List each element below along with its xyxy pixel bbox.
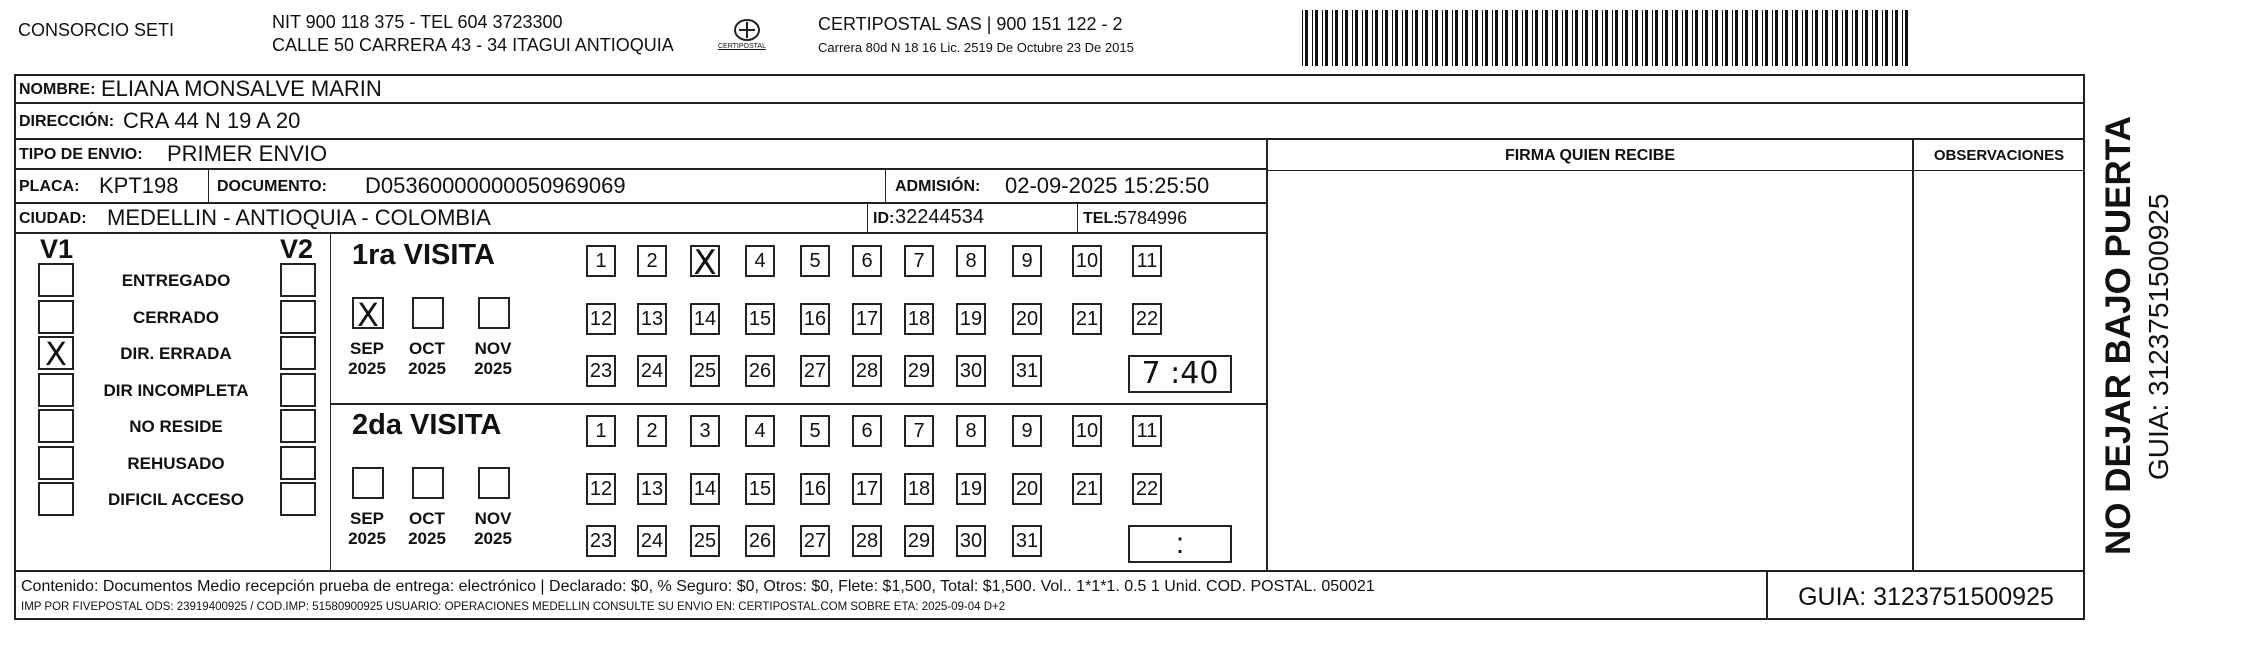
barcode-bar xyxy=(1895,10,1898,66)
barcode-bar xyxy=(1685,10,1688,66)
day-box[interactable]: 6 xyxy=(852,245,882,277)
tel-value: 5784996 xyxy=(1117,208,1188,228)
v1-checkbox[interactable] xyxy=(38,482,74,516)
barcode-bar xyxy=(1712,10,1713,66)
day-box[interactable]: 23 xyxy=(586,525,616,557)
month-checkbox[interactable] xyxy=(478,467,510,499)
barcode-bar xyxy=(1462,10,1463,66)
company-name: CONSORCIO SETI xyxy=(18,20,175,40)
barcode-bar xyxy=(1552,10,1553,66)
barcode-bar xyxy=(1862,10,1863,66)
day-box[interactable]: 25 xyxy=(690,355,720,387)
barcode-bar xyxy=(1542,10,1543,66)
id-value: 32244534 xyxy=(895,206,984,228)
time-box[interactable]: : xyxy=(1128,525,1232,563)
barcode-bar xyxy=(1405,10,1408,66)
x-mark-icon: X xyxy=(357,296,379,334)
v2-checkbox[interactable] xyxy=(280,300,316,334)
barcode-bar xyxy=(1732,10,1733,66)
month-year: 2025 xyxy=(348,529,386,548)
logo-icon xyxy=(712,14,782,58)
nombre-row: NOMBRE: ELIANA MONSALVE MARIN xyxy=(14,74,2085,103)
barcode-bar xyxy=(1742,10,1743,66)
barcode-bar xyxy=(1772,10,1773,66)
v2-checkbox[interactable] xyxy=(280,409,316,443)
month-checkbox[interactable] xyxy=(352,296,384,334)
v1-checkbox[interactable] xyxy=(38,446,74,480)
day-box[interactable]: 8 xyxy=(956,415,986,447)
barcode-bar xyxy=(1322,10,1323,66)
barcode-bar xyxy=(1905,10,1908,66)
month-year: 2025 xyxy=(348,359,386,378)
barcode-bar xyxy=(1495,10,1498,66)
firma-section xyxy=(1267,139,1913,571)
barcode-bar xyxy=(1755,10,1758,66)
status-label: NO RESIDE xyxy=(129,417,223,436)
barcode-bar xyxy=(1652,10,1653,66)
day-box[interactable]: 8 xyxy=(956,245,986,277)
barcode-bar xyxy=(1562,10,1563,66)
barcode-bar xyxy=(1492,10,1493,66)
month-checkbox[interactable] xyxy=(478,297,510,329)
barcode-bar xyxy=(1502,10,1503,66)
day-box[interactable]: 11 xyxy=(1132,245,1162,277)
day-box[interactable]: 30 xyxy=(956,525,986,557)
barcode-bar xyxy=(1485,10,1488,66)
barcode-bar xyxy=(1585,10,1588,66)
barcode-bar xyxy=(1592,10,1593,66)
day-box[interactable]: 10 xyxy=(1072,245,1102,277)
barcode-bar xyxy=(1555,10,1558,66)
day-box[interactable]: 27 xyxy=(800,525,830,557)
barcode-bar xyxy=(1852,10,1853,66)
barcode-bar xyxy=(1482,10,1483,66)
guia-footer: GUIA: 3123751500925 xyxy=(1798,583,2054,611)
x-mark-icon: X xyxy=(45,335,67,373)
month-label: OCT xyxy=(409,339,445,358)
barcode-bar xyxy=(1432,10,1433,66)
day-box[interactable]: 22 xyxy=(1132,303,1162,335)
barcode-bar xyxy=(1515,10,1518,66)
barcode-bar xyxy=(1425,10,1428,66)
barcode-bar xyxy=(1435,10,1438,66)
barcode-bar xyxy=(1522,10,1523,66)
barcode-bar xyxy=(1792,10,1793,66)
day-box[interactable]: 9 xyxy=(1012,245,1042,277)
barcode-bar xyxy=(1475,10,1478,66)
day-box[interactable]: 31 xyxy=(1012,355,1042,387)
day-box[interactable]: 3 xyxy=(690,415,720,447)
barcode-bar xyxy=(1315,10,1318,66)
barcode-bar xyxy=(1372,10,1373,66)
barcode-bar xyxy=(1822,10,1823,66)
day-box[interactable]: 12 xyxy=(586,303,616,335)
barcode-bar xyxy=(1535,10,1538,66)
barcode-bar xyxy=(1865,10,1868,66)
day-box[interactable]: 28 xyxy=(852,355,882,387)
tipo-value: PRIMER ENVIO xyxy=(167,141,328,166)
day-box[interactable]: 27 xyxy=(800,355,830,387)
barcode-bar xyxy=(1305,10,1308,66)
v2-checkbox[interactable] xyxy=(280,336,316,370)
footer-info xyxy=(14,571,1767,620)
barcode-bar xyxy=(1715,10,1718,66)
day-box[interactable]: 16 xyxy=(800,473,830,505)
month-label: OCT xyxy=(409,509,445,528)
v2-checkbox[interactable] xyxy=(280,446,316,480)
day-box[interactable]: 10 xyxy=(1072,415,1102,447)
nombre-value: ELIANA MONSALVE MARIN xyxy=(101,76,382,101)
barcode-bar xyxy=(1512,10,1513,66)
status-label: CERRADO xyxy=(133,308,219,327)
barcode-bar xyxy=(1775,10,1778,66)
barcode-bar xyxy=(1335,10,1338,66)
barcode-bar xyxy=(1632,10,1633,66)
barcode-bar xyxy=(1422,10,1423,66)
barcode-bar xyxy=(1385,10,1388,66)
footer-guia xyxy=(1767,571,2085,620)
barcode-bar xyxy=(1472,10,1473,66)
barcode-bar xyxy=(1442,10,1443,66)
barcode-bar xyxy=(1365,10,1368,66)
barcode-bar xyxy=(1412,10,1413,66)
day-box[interactable]: 9 xyxy=(1012,415,1042,447)
barcode-bar xyxy=(1795,10,1798,66)
day-box[interactable]: 11 xyxy=(1132,415,1162,447)
barcode-bar xyxy=(1395,10,1398,66)
barcode-bar xyxy=(1805,10,1808,66)
barcode-bar xyxy=(1702,10,1703,66)
day-box[interactable]: 26 xyxy=(745,355,775,387)
barcode-bar xyxy=(1842,10,1843,66)
barcode-bar xyxy=(1845,10,1848,66)
status-label: ENTREGADO xyxy=(121,271,231,290)
barcode-bar xyxy=(1392,10,1393,66)
month-checkbox[interactable] xyxy=(412,297,444,329)
day-box[interactable]: 29 xyxy=(904,525,934,557)
barcode-bar xyxy=(1342,10,1343,66)
barcode-bar xyxy=(1835,10,1838,66)
month-label: SEP xyxy=(349,509,385,528)
day-box[interactable]: 15 xyxy=(745,473,775,505)
day-box[interactable]: 19 xyxy=(956,303,986,335)
v2-checkbox[interactable] xyxy=(280,482,316,516)
barcode-bar xyxy=(1695,10,1698,66)
barcode-bar xyxy=(1642,10,1643,66)
status-label: REHUSADO xyxy=(127,454,225,473)
month-year: 2025 xyxy=(408,529,446,548)
observaciones-header: OBSERVACIONES xyxy=(1933,147,2065,164)
day-box[interactable]: 29 xyxy=(904,355,934,387)
barcode-bar xyxy=(1532,10,1533,66)
barcode-bar xyxy=(1615,10,1618,66)
day-box[interactable]: 17 xyxy=(852,473,882,505)
barcode-bar xyxy=(1722,10,1723,66)
day-box[interactable]: 20 xyxy=(1012,303,1042,335)
barcode-bar xyxy=(1815,10,1818,66)
month-checkbox[interactable] xyxy=(412,467,444,499)
barcode-bar xyxy=(1312,10,1313,66)
day-box[interactable]: 25 xyxy=(690,525,720,557)
barcode-bar xyxy=(1582,10,1583,66)
month-label: SEP xyxy=(349,339,385,358)
day-box[interactable]: 12 xyxy=(586,473,616,505)
v1-checkbox[interactable] xyxy=(38,373,74,407)
nit-line: NIT 900 118 375 - TEL 604 3723300 xyxy=(272,12,563,32)
barcode-bar xyxy=(1765,10,1768,66)
barcode-bar xyxy=(1572,10,1573,66)
barcode-bar xyxy=(1612,10,1613,66)
barcode-bar xyxy=(1662,10,1663,66)
day-box[interactable]: 4 xyxy=(745,245,775,277)
day-box[interactable]: 15 xyxy=(745,303,775,335)
day-box[interactable]: 26 xyxy=(745,525,775,557)
day-box[interactable]: 16 xyxy=(800,303,830,335)
day-box[interactable]: 28 xyxy=(852,525,882,557)
barcode-bar xyxy=(1692,10,1693,66)
admision-value: 02-09-2025 15:25:50 xyxy=(1005,173,1210,198)
barcode-bar xyxy=(1622,10,1623,66)
side-guia: GUIA: 3123751500925 xyxy=(2143,193,2174,480)
day-box[interactable]: 31 xyxy=(1012,525,1042,557)
barcode xyxy=(1300,10,1918,66)
day-box[interactable]: 14 xyxy=(690,303,720,335)
barcode-bar xyxy=(1605,10,1608,66)
month-checkbox[interactable] xyxy=(352,467,384,499)
barcode-bar xyxy=(1812,10,1813,66)
day-box[interactable]: 22 xyxy=(1132,473,1162,505)
courier-line: CERTIPOSTAL SAS | 900 151 122 - 2 xyxy=(818,14,1123,34)
barcode-graphic xyxy=(1300,10,1918,66)
barcode-bar xyxy=(1902,10,1903,66)
day-box[interactable]: 4 xyxy=(745,415,775,447)
day-box[interactable]: 19 xyxy=(956,473,986,505)
v2-label: V2 xyxy=(280,234,314,264)
barcode-bar xyxy=(1465,10,1468,66)
v2-checkbox[interactable] xyxy=(280,373,316,407)
day-box[interactable]: 13 xyxy=(637,473,667,505)
x-mark-icon: X xyxy=(693,243,717,283)
day-box[interactable] xyxy=(690,243,720,283)
tipo-row: TIPO DE ENVIO: PRIMER ENVIO xyxy=(14,139,1267,169)
barcode-bar xyxy=(1545,10,1548,66)
day-box[interactable]: 21 xyxy=(1072,303,1102,335)
placa-value: KPT198 xyxy=(99,173,179,198)
observaciones-section xyxy=(1913,139,2085,571)
day-box[interactable]: 6 xyxy=(852,415,882,447)
barcode-bar xyxy=(1302,10,1303,66)
day-box[interactable]: 7 xyxy=(904,415,934,447)
barcode-bar xyxy=(1892,10,1893,66)
barcode-bar xyxy=(1655,10,1658,66)
day-box[interactable]: 30 xyxy=(956,355,986,387)
barcode-bar xyxy=(1855,10,1858,66)
day-box[interactable]: 5 xyxy=(800,245,830,277)
v1-checkbox[interactable] xyxy=(38,409,74,443)
barcode-bar xyxy=(1825,10,1828,66)
day-box[interactable]: 13 xyxy=(637,303,667,335)
status-label: DIFICIL ACCESO xyxy=(107,490,244,509)
day-box[interactable]: 20 xyxy=(1012,473,1042,505)
v1-checkbox[interactable] xyxy=(38,263,74,297)
barcode-bar xyxy=(1885,10,1888,66)
barcode-bar xyxy=(1352,10,1353,66)
barcode-bar xyxy=(1332,10,1333,66)
barcode-bar xyxy=(1355,10,1358,66)
barcode-bar xyxy=(1785,10,1788,66)
visit-title: 1ra VISITA xyxy=(352,239,495,271)
barcode-bar xyxy=(1455,10,1458,66)
barcode-bar xyxy=(1575,10,1578,66)
barcode-bar xyxy=(1565,10,1568,66)
barcode-bar xyxy=(1325,10,1328,66)
barcode-bar xyxy=(1505,10,1508,66)
barcode-bar xyxy=(1752,10,1753,66)
barcode-bar xyxy=(1832,10,1833,66)
placa-row: PLACA: KPT198 DOCUMENTO: D05360000000050969069 ADMISIÓN: 02-09-2025 15:25:50 xyxy=(14,169,1267,203)
status-label: DIR. ERRADA xyxy=(120,344,232,363)
firma-header: FIRMA QUIEN RECIBE xyxy=(1504,147,1676,164)
day-box[interactable]: 24 xyxy=(637,525,667,557)
month-year: 2025 xyxy=(474,359,512,378)
barcode-bar xyxy=(1375,10,1378,66)
barcode-bar xyxy=(1882,10,1883,66)
day-box[interactable]: 24 xyxy=(637,355,667,387)
barcode-bar xyxy=(1595,10,1598,66)
barcode-bar xyxy=(1745,10,1748,66)
day-box[interactable]: 2 xyxy=(637,245,667,277)
documento-value: D05360000000050969069 xyxy=(365,173,626,198)
barcode-bar xyxy=(1345,10,1348,66)
day-box[interactable]: 14 xyxy=(690,473,720,505)
month-label: NOV xyxy=(474,339,512,358)
direccion-row: DIRECCIÓN: CRA 44 N 19 A 20 xyxy=(14,103,2085,139)
status-label: DIR INCOMPLETA xyxy=(103,381,249,400)
barcode-bar xyxy=(1872,10,1873,66)
visit-title: 2da VISITA xyxy=(352,409,502,441)
day-box[interactable]: 18 xyxy=(904,303,934,335)
address-line: CALLE 50 CARRERA 43 - 34 ITAGUI ANTIOQUIA xyxy=(272,35,674,55)
barcode-bar xyxy=(1382,10,1383,66)
barcode-bar xyxy=(1802,10,1803,66)
ciudad-row: CIUDAD: MEDELLIN - ANTIOQUIA - COLOMBIA ID: 32244534 TEL: 5784996 xyxy=(14,203,1267,233)
barcode-bar xyxy=(1782,10,1783,66)
barcode-bar xyxy=(1665,10,1668,66)
license-line: Carrera 80d N 18 16 Lic. 2519 De Octubre 23 De 2015 xyxy=(818,40,1134,55)
day-box[interactable]: 18 xyxy=(904,473,934,505)
barcode-bar xyxy=(1725,10,1728,66)
side-warning: NO DEJAR BAJO PUERTA xyxy=(2099,116,2138,555)
imp-text: IMP POR FIVEPOSTAL ODS: 23919400925 / COD.IMP: 51580900925 USUARIO: OPERACIONES MEDELLIN CONSULTE SU ENVIO EN: CERTIPOSTAL.COM SOBRE ETA: 2025-09-04 D+2 xyxy=(21,601,1006,613)
day-box[interactable]: 2 xyxy=(637,415,667,447)
barcode-bar xyxy=(1445,10,1448,66)
barcode-bar xyxy=(1635,10,1638,66)
barcode-bar xyxy=(1625,10,1628,66)
day-box[interactable]: 21 xyxy=(1072,473,1102,505)
barcode-bar xyxy=(1675,10,1678,66)
ciudad-value: MEDELLIN - ANTIOQUIA - COLOMBIA xyxy=(107,205,491,230)
time-box[interactable]: 7 :40 xyxy=(1128,355,1232,393)
barcode-bar xyxy=(1875,10,1878,66)
v1-checkbox[interactable] xyxy=(38,335,74,373)
day-box[interactable]: 1 xyxy=(586,415,616,447)
day-box[interactable]: 7 xyxy=(904,245,934,277)
barcode-bar xyxy=(1682,10,1683,66)
day-box[interactable]: 5 xyxy=(800,415,830,447)
day-box[interactable]: 17 xyxy=(852,303,882,335)
barcode-bar xyxy=(1362,10,1363,66)
month-label: NOV xyxy=(474,509,512,528)
contenido-text: Contenido: Documentos Medio recepción prueba de entrega: electrónico | Declarado: $0, % Seguro: $0, Otros: $0, Flete: $1,500, Total: $1,500. Vol.. 1*1*1. 0.5 1 Unid. COD. POSTAL. 050021 xyxy=(21,578,1375,595)
barcode-bar xyxy=(1705,10,1708,66)
barcode-bar xyxy=(1672,10,1673,66)
certipostal-logo: CERTIPOSTAL xyxy=(712,14,782,58)
barcode-bar xyxy=(1602,10,1603,66)
barcode-bar xyxy=(1645,10,1648,66)
v1-checkbox[interactable] xyxy=(38,300,74,334)
barcode-bar xyxy=(1735,10,1738,66)
barcode-bar xyxy=(1415,10,1418,66)
month-year: 2025 xyxy=(408,359,446,378)
v1-label: V1 xyxy=(40,234,74,264)
v2-checkbox[interactable] xyxy=(280,263,316,297)
day-box[interactable]: 23 xyxy=(586,355,616,387)
barcode-bar xyxy=(1525,10,1528,66)
barcode-bar xyxy=(1762,10,1763,66)
month-year: 2025 xyxy=(474,529,512,548)
barcode-bar xyxy=(1452,10,1453,66)
direccion-value: CRA 44 N 19 A 20 xyxy=(123,108,301,133)
day-box[interactable]: 1 xyxy=(586,245,616,277)
barcode-bar xyxy=(1402,10,1403,66)
